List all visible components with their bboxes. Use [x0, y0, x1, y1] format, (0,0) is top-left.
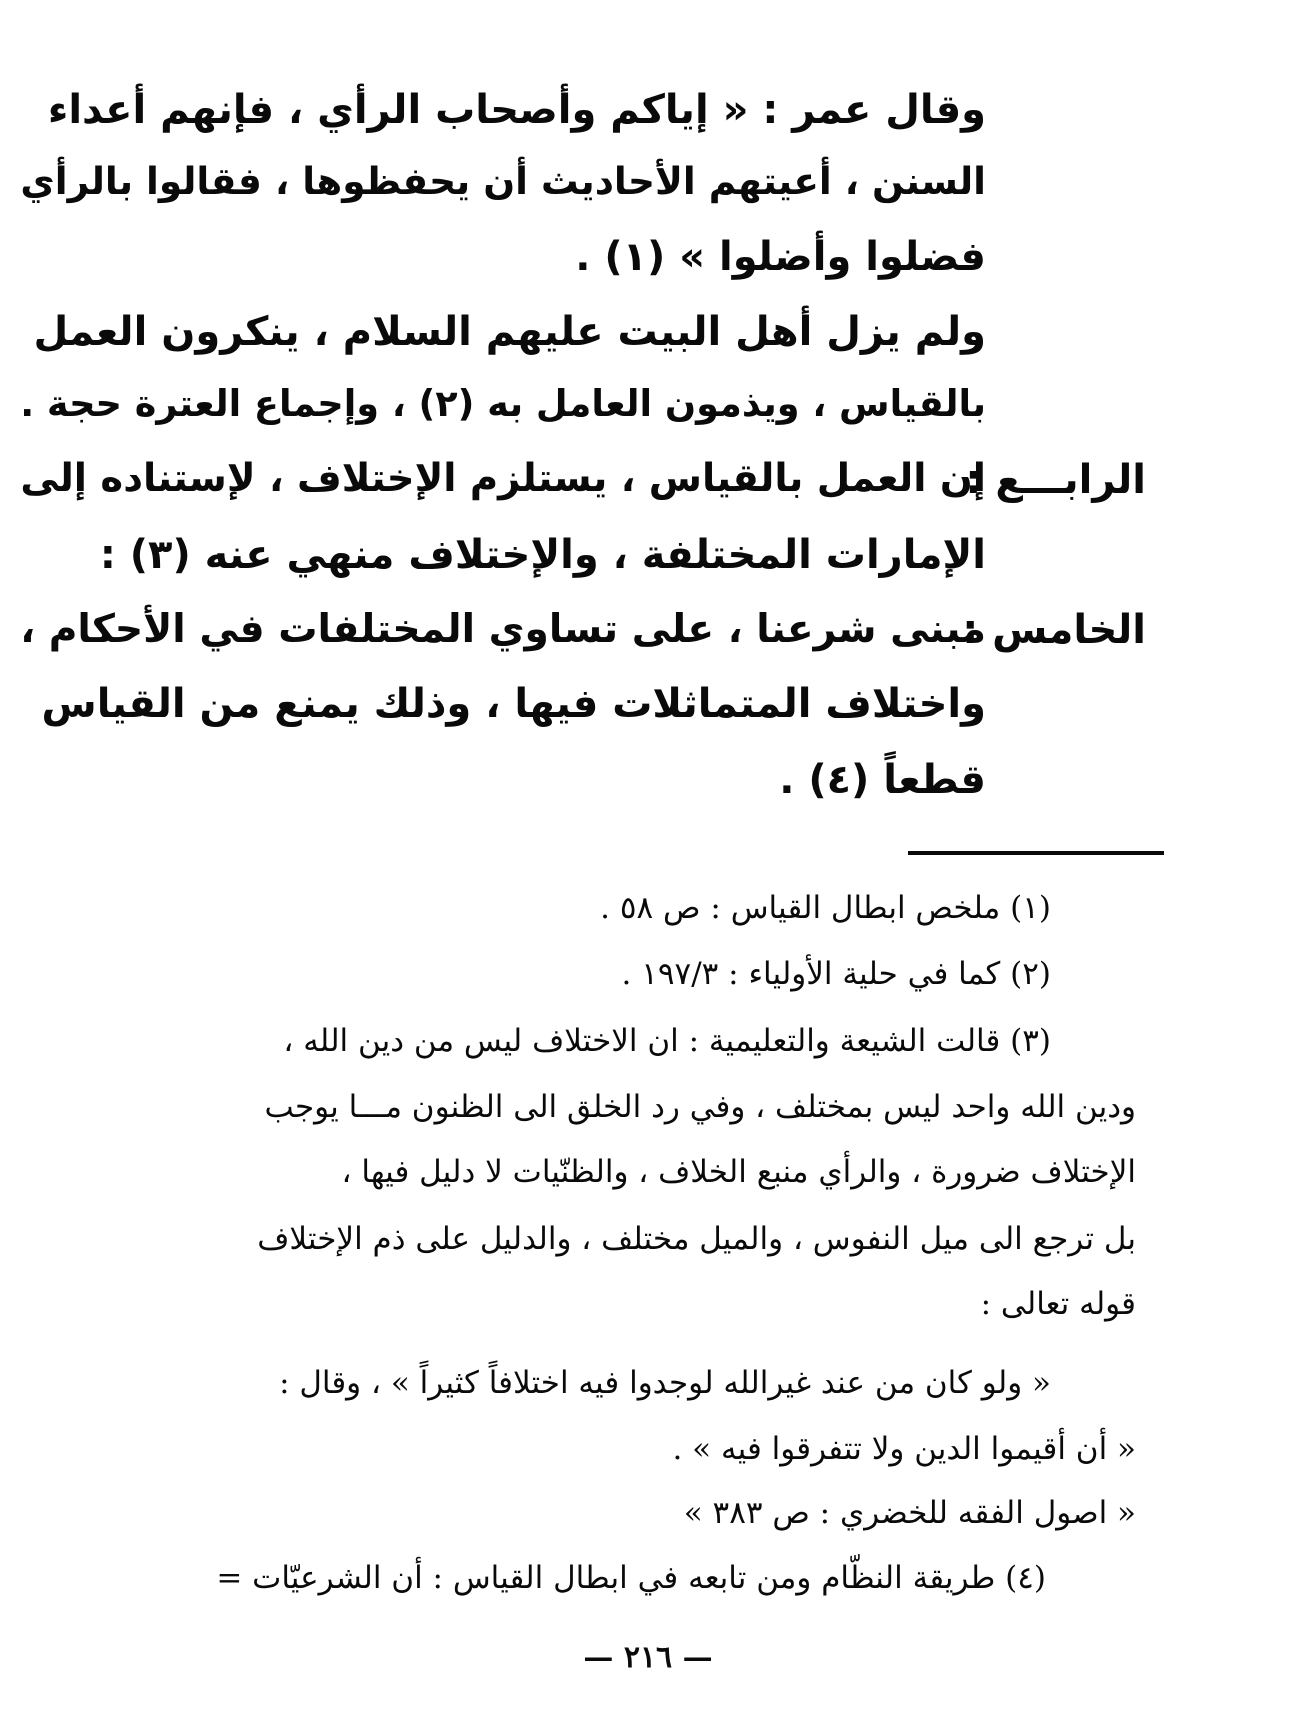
- footnote-3-line: الإختلاف ضرورة ، والرأي منبع الخلاف ، والظنّيات لا دليل فيها ،: [341, 1154, 1136, 1190]
- footnote-1: (١) ملخص ابطال القياس : ص ٥٨ .: [600, 890, 1051, 926]
- footnote-separator: [908, 851, 1164, 855]
- main-text-line: وقال عمر : « إياكم وأصحاب الرأي ، فإنهم أعداء: [47, 87, 986, 133]
- main-text-line: قطعاً (٤) .: [779, 757, 986, 803]
- footnote-3-line: (٣) قالت الشيعة والتعليمية : ان الاختلاف ليس من دين الله ،: [283, 1023, 1051, 1059]
- main-text-line: ولم يزل أهل البيت عليهم السلام ، ينكرون العمل: [33, 309, 986, 355]
- main-text-line: السنن ، أعيتهم الأحاديث أن يحفظوها ، فقالوا بالرأي: [20, 159, 986, 203]
- footnote-source: « اصول الفقه للخضري : ص ٣٨٣ »: [683, 1495, 1136, 1531]
- footnote-3-line: قوله تعالى :: [980, 1286, 1136, 1322]
- footnote-3-line: بل ترجع الى ميل النفوس ، والميل مختلف ، والدليل على ذم الإختلاف: [257, 1221, 1136, 1257]
- main-text-line: مبنى شرعنا ، على تساوي المختلفات في الأحكام ،: [20, 607, 986, 652]
- point-label-fifth: الخامس :: [962, 607, 1146, 653]
- footnote-3-line: ودين الله واحد ليس بمختلف ، وفي رد الخلق الى الظنون مـــا يوجب: [264, 1089, 1136, 1125]
- quran-quote-line: « ولو كان من عند غيرالله لوجدوا فيه اختلافاً كثيراً » ، وقال :: [279, 1365, 1051, 1401]
- main-text-line: واختلاف المتماثلات فيها ، وذلك يمنع من القياس: [41, 681, 986, 727]
- footnote-4: (٤) طريقة النظّام ومن تابعه في ابطال القياس : أن الشرعيّات =: [216, 1560, 1046, 1596]
- page-number: — ٢١٦ —: [583, 1640, 713, 1675]
- main-text-line: بالقياس ، ويذمون العامل به (٢) ، وإجماع العترة حجة .: [20, 382, 986, 425]
- main-text-line: الإمارات المختلفة ، والإختلاف منهي عنه (٣) :: [99, 532, 986, 578]
- quran-quote-line: « أن أقيموا الدين ولا تتفرقوا فيه » .: [672, 1431, 1136, 1467]
- point-label-fourth: الرابـــع :: [965, 457, 1146, 503]
- main-text-line: فضلوا وأضلوا » (١) .: [575, 234, 986, 280]
- footnote-2: (٢) كما في حلية الأولياء : ١٩٧/٣ .: [621, 956, 1051, 992]
- main-text-line: إن العمل بالقياس ، يستلزم الإختلاف ، لإستناده إلى: [20, 456, 986, 501]
